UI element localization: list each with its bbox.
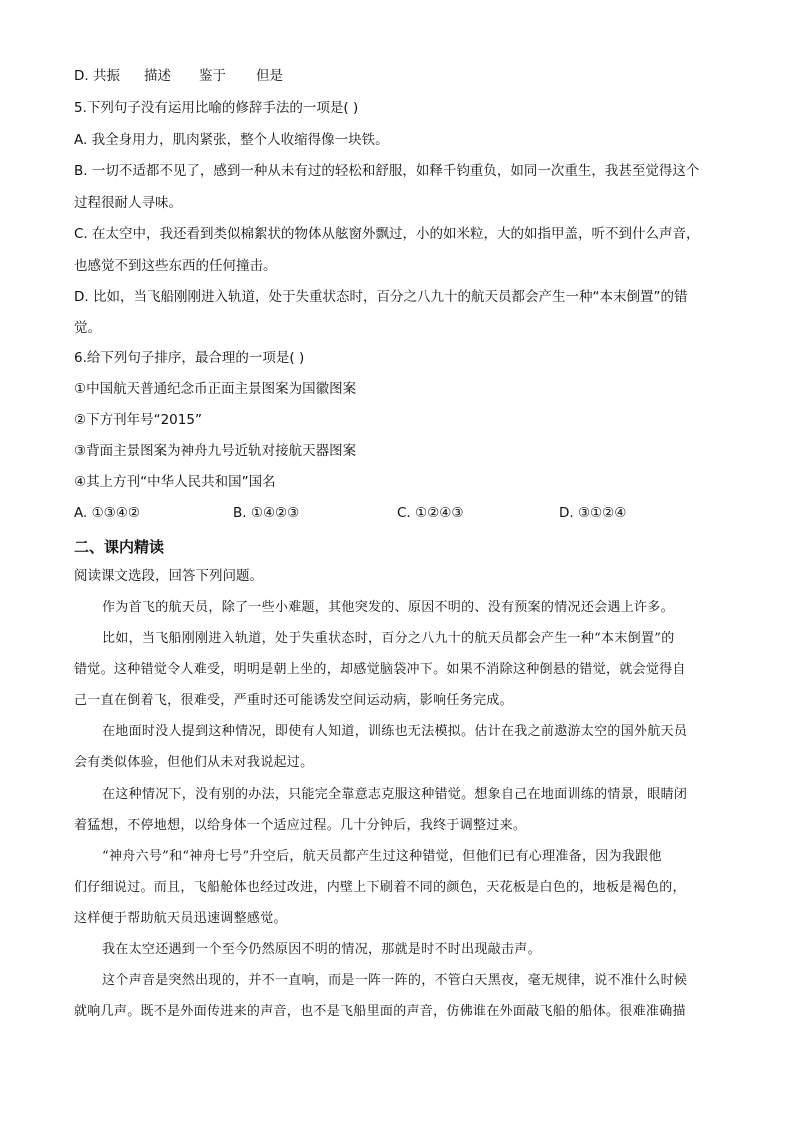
q5-option-b-line2: 过程很耐人寻味。 — [74, 195, 182, 211]
q5-option-d-line2: 觉。 — [74, 320, 101, 336]
passage-p2-line3: 己一直在倒着飞，很难受，严重时还可能诱发空间运动病，影响任务完成。 — [74, 693, 513, 708]
q4-option-d-word4: 但是 — [255, 68, 283, 84]
passage-p3-line1: 在地面时没人提到这种情况，即使有人知道，训练也无法模拟。估计在我之前遨游太空的国外航天员 — [102, 724, 688, 739]
q6-sentence-3: ③背面主景图案为神舟九号近轨对接航天器图案 — [74, 443, 357, 459]
q4-option-d-word3: 鉴于 — [198, 68, 226, 84]
q5-option-d-line1: D. 比如，当飞船刚刚进入轨道，处于失重状态时，百分之八九十的航天员都会产生一种“本末倒置”的错 — [74, 289, 688, 305]
q4-option-d — [74, 66, 283, 86]
q6-option-c: C. ①②④③ — [397, 505, 464, 521]
section-instruction: 阅读课文选段，回答下列问题。 — [74, 568, 263, 584]
passage-p4-line2: 着猛想，不停地想，以给身体一个适应过程。几十分钟后，我终于调整过来。 — [74, 818, 527, 833]
passage-p7-line1: 这个声音是突然出现的，并不一直响，而是一阵一阵的，不管白天黑夜，毫无规律，说不准什么时候 — [102, 973, 688, 988]
q5-option-c-line1: C. 在太空中，我还看到类似棉絮状的物体从舷窗外飘过，小的如米粒，大的如指甲盖，听不到什么声音， — [74, 226, 700, 242]
q5-option-c-line2: 也感觉不到这些东西的任何撞击。 — [74, 258, 277, 274]
passage-p6: 我在太空还遇到一个至今仍然原因不明的情况，那就是时不时出现敲击声。 — [102, 942, 541, 957]
passage-p1: 作为首飞的航天员，除了一些小难题，其他突发的、原因不明的、没有预案的情况还会遇上许多。 — [102, 600, 674, 615]
passage-p5-line3: 这样便于帮助航天员迅速调整感觉。 — [74, 911, 287, 926]
passage-p5-line1: “神舟六号”和“神舟七号”升空后，航天员都产生过这种错觉，但他们已有心理准备，因为我跟他 — [102, 849, 662, 864]
passage-p2-line1: 比如，当飞船刚刚进入轨道，处于失重状态时，百分之八九十的航天员都会产生一种“本末倒置”的 — [102, 631, 675, 646]
q5-stem: 5.下列句子没有运用比喻的修辞手法的一项是( ) — [74, 100, 359, 116]
passage-p4-line1: 在这种情况下，没有别的办法，只能完全靠意志克服这种错觉。想象自己在地面训练的情景，眼睛闭 — [102, 787, 688, 802]
q6-stem: 6.给下列句子排序，最合理的一项是( ) — [74, 350, 305, 366]
q4-option-d-word2: 描述 — [143, 68, 171, 84]
q6-sentence-2: ②下方刊年号“2015” — [74, 412, 202, 428]
q6-option-a: A. ①③④② — [74, 505, 140, 521]
q6-option-b: B. ①④②③ — [233, 505, 300, 521]
passage-p2-line2: 错觉。这种错觉令人难受，明明是朝上坐的，却感觉脑袋冲下。如果不消除这种倒悬的错觉，就会觉得自 — [74, 662, 686, 677]
passage-p5-line2: 们仔细说过。而且，飞船舱体也经过改进，内壁上下刷着不同的颜色，天花板是白色的，地板是褐色的， — [74, 880, 686, 895]
q5-option-b-line1: B. 一切不适都不见了，感到一种从未有过的轻松和舒服，如释千钧重负，如同一次重生，我甚至觉得这个 — [74, 163, 700, 179]
q5-option-a: A. 我全身用力，肌肉紧张，整个人收缩得像一块铁。 — [74, 132, 389, 148]
section-heading: 二、课内精读 — [74, 538, 165, 556]
passage-p7-line2: 就响几声。既不是外面传进来的声音，也不是飞船里面的声音，仿佛谁在外面敲飞船的船体。很难准确描 — [74, 1004, 686, 1019]
q6-option-d: D. ③①②④ — [559, 505, 627, 521]
q6-sentence-1: ①中国航天普通纪念币正面主景图案为国徽图案 — [74, 381, 357, 397]
passage-p3-line2: 会有类似体验，但他们从未对我说起过。 — [74, 755, 314, 770]
q4-option-d-word1: D. 共振 — [74, 68, 120, 84]
q6-sentence-4: ④其上方刊“中华人民共和国”国名 — [74, 474, 276, 490]
